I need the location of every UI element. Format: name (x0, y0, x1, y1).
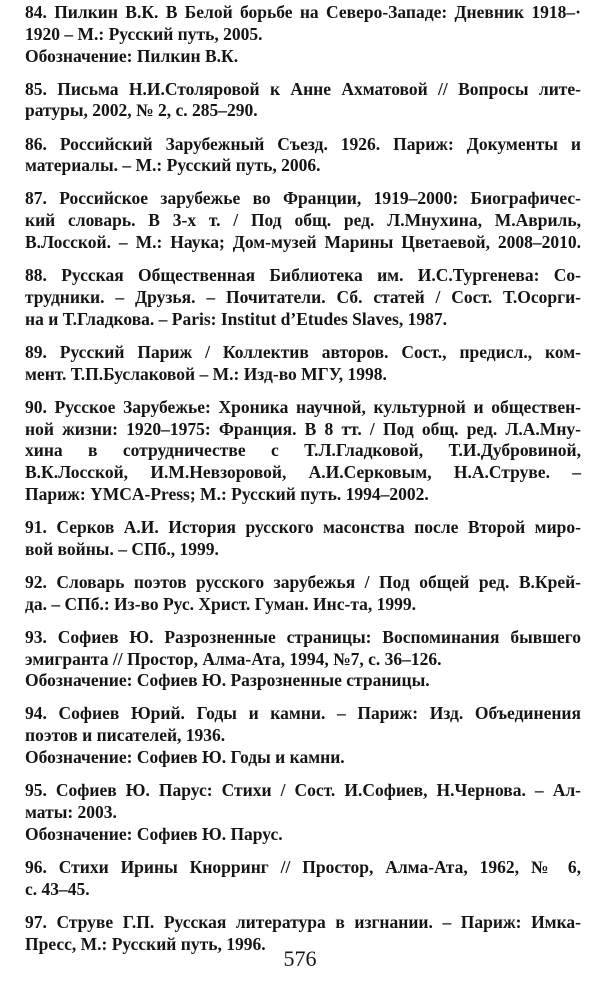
entry-line: Обозначение: Софиев Ю. Разрозненные страницы. (25, 670, 430, 691)
bibliography-entry (25, 265, 581, 330)
entry-line: с. 43–45. (25, 878, 90, 899)
entry-line: мент. Т.П.Буслаковой – М.: Изд-во МГУ, 1998. (25, 363, 387, 384)
entry-line: поэтов и писателей, 1936. (25, 725, 226, 746)
bibliography-entry (25, 2, 581, 67)
bibliography-entry (25, 79, 581, 123)
entry-line: Париж: YMCA-Press; М.: Русский путь. 1994–2002. (25, 483, 429, 504)
entry-line: маты: 2003. (25, 801, 117, 822)
entry-line: ратуры, 2002, № 2, с. 285–290. (25, 100, 258, 121)
entry-line: 86. Российский Зарубежный Съезд. 1926. Париж: Документы и (25, 133, 581, 154)
entry-line: ной жизни: 1920–1975: Франция. В 8 тт. / Под общ. ред. Л.А.Мну- (25, 418, 581, 439)
entry-line: 88. Русская Общественная Библиотека им. И.С.Тургенева: Со- (25, 265, 581, 286)
entry-line: 89. Русский Париж / Коллектив авторов. Сост., предисл., ком- (25, 341, 581, 362)
entry-line: Пресс, М.: Русский путь, 1996. (25, 933, 266, 954)
entry-line: В.К.Лосской, И.М.Невзоровой, А.И.Серковым, Н.А.Струве. – (25, 462, 581, 483)
entry-line: 94. Софиев Юрий. Годы и камни. – Париж: Изд. Объединения (25, 703, 581, 724)
entry-line: 95. Софиев Ю. Парус: Стихи / Сост. И.Софиев, Н.Чернова. – Ал- (25, 780, 581, 801)
bibliography-list (25, 2, 581, 967)
entry-line: 87. Российское зарубежье во Франции, 1919–2000: Биографичес- (25, 188, 581, 209)
entry-line: трудники. – Друзья. – Почитатели. Сб. статей / Сост. Т.Осорги- (25, 286, 581, 307)
entry-line: 90. Русское Зарубежье: Хроника научной, культурной и обществен- (25, 396, 581, 417)
bibliography-entry (25, 134, 581, 178)
entry-line: вой войны. – СПб., 1999. (25, 538, 219, 559)
bibliography-entry (25, 703, 581, 768)
bibliography-entry (25, 572, 581, 616)
bibliography-entry (25, 627, 581, 692)
entry-line: хина в сотрудничестве с Т.Л.Гладковой, Т.И.Дубровиной, (25, 440, 581, 461)
bibliography-entry (25, 857, 581, 901)
entry-line: да. – СПб.: Из-во Рус. Христ. Гуман. Инс-та, 1999. (25, 593, 416, 614)
bibliography-entry (25, 342, 581, 386)
bibliography-entry (25, 517, 581, 561)
entry-line: 96. Стихи Ирины Кнорринг // Простор, Алма-Ата, 1962, № 6, (25, 856, 581, 877)
entry-line: 1920 – М.: Русский путь, 2005. (25, 23, 263, 44)
entry-line: 85. Письма Н.И.Столяровой к Анне Ахматовой // Вопросы лите- (25, 78, 581, 99)
entry-line: 84. Пилкин В.К. В Белой борьбе на Северо-Западе: Дневник 1918–· (25, 2, 581, 22)
entry-line: на и Т.Гладкова. – Paris: Institut d’Etudes Slaves, 1987. (25, 308, 447, 329)
entry-line: эмигранта // Простор, Алма-Ата, 1994, №7, с. 36–126. (25, 648, 442, 669)
entry-line: кий словарь. В 3-х т. / Под общ. ред. Л.Мнухина, М.Авриль, (25, 210, 581, 231)
page-number: 576 (283, 946, 317, 971)
entry-line: 92. Словарь поэтов русского зарубежья / Под общей ред. В.Крей- (25, 571, 581, 592)
entry-line: 91. Серков А.И. История русского масонства после Второй миро- (25, 517, 581, 538)
entry-line: материалы. – М.: Русский путь, 2006. (25, 155, 321, 176)
entry-line: Обозначение: Пилкин В.К. (25, 45, 239, 66)
bibliography-entry (25, 397, 581, 506)
bibliography-entry (25, 780, 581, 845)
bibliography-entry (25, 188, 581, 253)
entry-line: Обозначение: Софиев Ю. Парус. (25, 823, 283, 844)
entry-line: 97. Струве Г.П. Русская литература в изгнании. – Париж: Имка- (25, 911, 581, 932)
entry-line: Обозначение: Софиев Ю. Годы и камни. (25, 747, 345, 768)
entry-line: 93. Софиев Ю. Разрозненные страницы: Воспоминания бывшего (25, 626, 581, 647)
entry-line: В.Лосской. – М.: Наука; Дом-музей Марины Цветаевой, 2008–2010. (25, 232, 581, 253)
